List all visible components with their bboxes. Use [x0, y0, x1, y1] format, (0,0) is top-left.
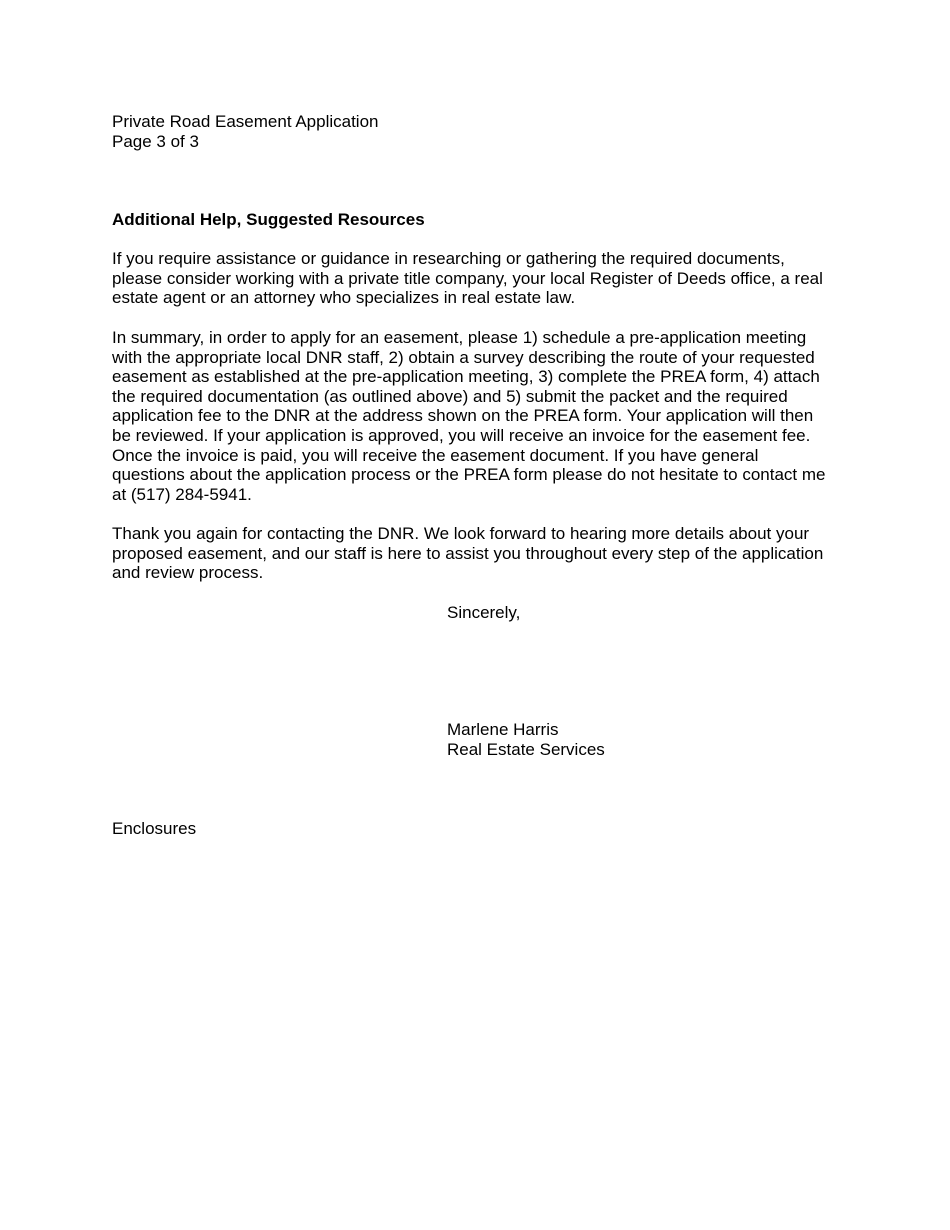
paragraph-line: easement as established at the pre-application meeting, 3) complete the PREA form, 4) attach — [112, 367, 820, 387]
signature-block — [447, 720, 605, 759]
paragraph-resources — [112, 249, 842, 308]
paragraph-line: estate agent or an attorney who specializes in real estate law. — [112, 288, 576, 308]
paragraph-line: the required documentation (as outlined above) and 5) submit the packet and the required — [112, 386, 788, 406]
paragraph-line: proposed easement, and our staff is here to assist you throughout every step of the application — [112, 543, 824, 563]
paragraph-thank-you — [112, 524, 842, 583]
document-title: Private Road Easement Application — [112, 112, 379, 131]
signer-department: Real Estate Services — [447, 739, 605, 759]
paragraph-summary — [112, 328, 842, 504]
paragraph-line: please consider working with a private title company, your local Register of Deeds office, a real — [112, 268, 823, 288]
paragraph-line: application fee to the DNR at the address shown on the PREA form. Your application will then — [112, 406, 814, 426]
paragraph-line: with the appropriate local DNR staff, 2) obtain a survey describing the route of your requested — [112, 347, 815, 367]
enclosures-note: Enclosures — [112, 819, 197, 838]
section-heading: Additional Help, Suggested Resources — [112, 210, 425, 229]
page-number: Page 3 of 3 — [112, 131, 199, 151]
paragraph-line: questions about the application process or the PREA form please do not hesitate to contact me — [112, 465, 826, 485]
closing-salutation: Sincerely, — [447, 603, 521, 622]
paragraph-line: If you require assistance or guidance in researching or gathering the required documents, — [112, 249, 785, 268]
paragraph-line: In summary, in order to apply for an easement, please 1) schedule a pre-application meeting — [112, 328, 807, 347]
paragraph-line: Once the invoice is paid, you will receive the easement document. If you have general — [112, 445, 759, 465]
paragraph-line: Thank you again for contacting the DNR. We look forward to hearing more details about your — [112, 524, 810, 543]
paragraph-line: and review process. — [112, 563, 264, 583]
signer-name: Marlene Harris — [447, 720, 559, 739]
document-header — [112, 112, 842, 151]
paragraph-line: at (517) 284-5941. — [112, 484, 252, 504]
paragraph-line: be reviewed. If your application is approved, you will receive an invoice for the easement fee. — [112, 425, 811, 445]
